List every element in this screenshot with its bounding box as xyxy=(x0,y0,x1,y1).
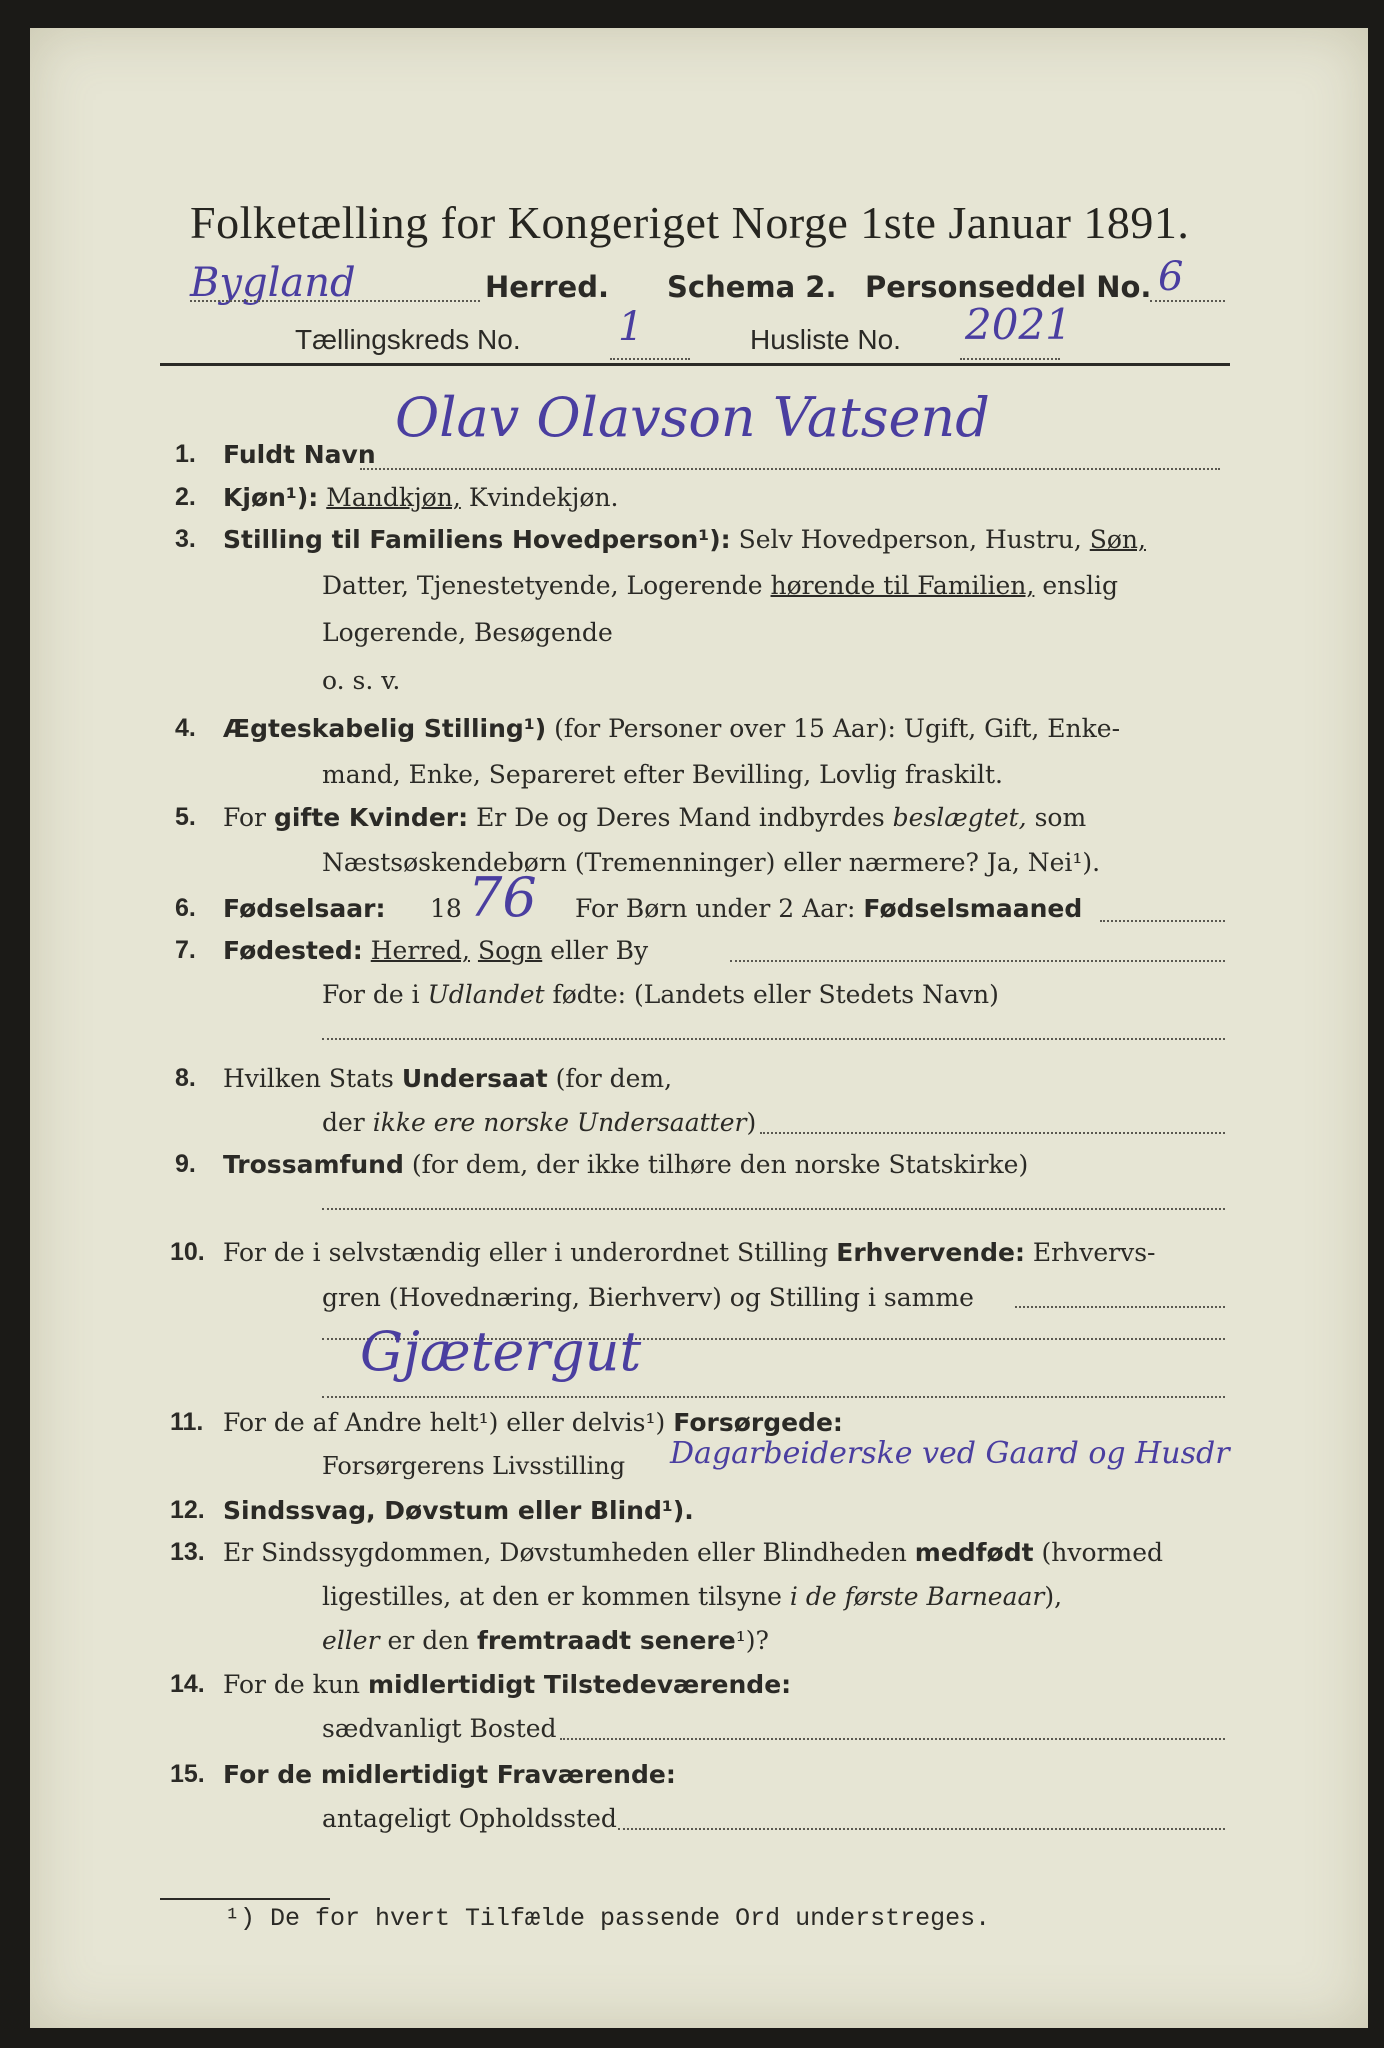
herred-dotted-line xyxy=(190,300,480,302)
field-4-line-1 xyxy=(223,714,1120,743)
field-6-child-line xyxy=(575,894,1082,923)
citizenship-der: der xyxy=(322,1108,365,1137)
family-position-son: Søn, xyxy=(1089,525,1146,554)
birthplace-dotted-line xyxy=(730,960,1225,962)
field-11-number: 11. xyxy=(170,1408,204,1436)
birth-month-label: Fødselsmaaned xyxy=(863,894,1083,923)
full-name-dotted-line xyxy=(360,468,1220,470)
congenital-close: ), xyxy=(1044,1582,1063,1611)
supported-label: Forsørgede: xyxy=(673,1408,843,1437)
supported-prefix: For de af Andre helt¹) eller delvis¹) xyxy=(223,1408,666,1437)
field-8-number: 8. xyxy=(175,1064,196,1092)
married-women-related: beslægtet, xyxy=(892,803,1027,832)
family-position-single: enslig xyxy=(1042,571,1119,600)
field-2-line xyxy=(223,483,619,512)
married-women-prefix: For xyxy=(223,803,266,832)
herred-label: Herred. xyxy=(485,270,609,304)
infant-label: For Børn under 2 Aar: xyxy=(575,894,856,923)
citizenship-prefix: Hvilken Stats xyxy=(223,1064,394,1093)
husliste-label: Husliste No. xyxy=(750,324,901,355)
marital-status-options-1: (for Personer over 15 Aar): Ugift, Gift, Enke- xyxy=(554,714,1121,743)
family-position-options-1: Selv Hovedperson, Hustru, xyxy=(738,525,1082,554)
field-8-line-1 xyxy=(223,1064,672,1093)
kreds-label: Tællingskreds No. xyxy=(295,324,521,355)
field-5-number: 5. xyxy=(175,803,196,831)
husliste-dotted-line xyxy=(960,358,1060,360)
personseddel-label: Personseddel No. xyxy=(865,270,1152,304)
citizenship-label: Undersaat xyxy=(401,1064,548,1093)
field-5-line-2: Næstsøskendebørn (Tremenninger) eller nærmere? Ja, Nei¹). xyxy=(322,848,1101,877)
field-10-line-2: gren (Hovednæring, Bierhverv) og Stilling i samme xyxy=(322,1283,974,1312)
birth-year-prefix: 18 xyxy=(430,894,462,923)
probable-residence-dotted-line xyxy=(618,1828,1225,1830)
sex-option-male: Mandkjøn, xyxy=(326,483,461,512)
field-13-line-1 xyxy=(223,1538,1163,1567)
header-rule xyxy=(160,363,1230,366)
field-15-number: 15. xyxy=(170,1760,205,1788)
kreds-value: 1 xyxy=(618,304,644,350)
field-12-number: 12. xyxy=(170,1496,205,1524)
abroad-prefix: For de i xyxy=(322,980,420,1009)
later-label: fremtraadt senere xyxy=(477,1626,736,1655)
congenital-question: Er Sindssygdommen, Døvstumheden eller Blindheden xyxy=(223,1538,907,1567)
field-4-number: 4. xyxy=(175,714,196,742)
occupation-prefix: For de i selvstændig eller i underordnet Stilling xyxy=(223,1238,829,1267)
field-3-line-2 xyxy=(322,571,1118,600)
field-8-line-2 xyxy=(322,1108,756,1137)
occupation-value: Gjætergut xyxy=(360,1320,642,1383)
husliste-value: 2021 xyxy=(965,300,1072,349)
field-3-line-1 xyxy=(223,525,1146,554)
birth-year-value: 76 xyxy=(468,866,537,929)
temporary-absent-label: For de midlertidigt Fraværende: xyxy=(223,1760,676,1789)
personseddel-dotted-line xyxy=(1150,300,1225,302)
abroad-question: fødte: (Landets eller Stedets Navn) xyxy=(552,980,999,1009)
citizenship-dotted-line xyxy=(760,1132,1225,1134)
sex-label: Kjøn¹): xyxy=(223,483,319,512)
temporary-present-prefix: For de kun xyxy=(223,1670,361,1699)
religion-dotted-line xyxy=(322,1208,1225,1210)
birth-year-label: Fødselsaar: xyxy=(223,894,386,923)
congenital-line-2: ligestilles, at den er kommen tilsyne xyxy=(322,1582,782,1611)
herred-value: Bygland xyxy=(190,260,356,306)
marital-status-label: Ægteskabelig Stilling¹) xyxy=(223,714,547,743)
usual-residence-dotted-line xyxy=(560,1738,1225,1740)
citizenship-close: ) xyxy=(746,1108,757,1137)
probable-residence-label: antageligt Opholdssted xyxy=(322,1804,617,1833)
field-3-number: 3. xyxy=(175,525,196,553)
field-3-line-4: o. s. v. xyxy=(322,666,401,695)
full-name-value: Olav Olavson Vatsend xyxy=(395,386,990,449)
field-13-line-2 xyxy=(322,1582,1062,1611)
usual-residence-label: sædvanligt Bosted xyxy=(322,1714,557,1743)
field-10-line-1 xyxy=(223,1238,1155,1267)
birth-month-dotted-line xyxy=(1100,920,1225,922)
congenital-suffix: (hvormed xyxy=(1041,1538,1164,1567)
field-6-number: 6. xyxy=(175,894,196,922)
field-13-line-3 xyxy=(322,1626,769,1655)
later-er-den: er den xyxy=(387,1626,470,1655)
congenital-childhood: i de første Barneaar xyxy=(789,1582,1045,1611)
field-7-line-2 xyxy=(322,980,999,1009)
field-7-number: 7. xyxy=(175,936,196,964)
schema-label: Schema 2. xyxy=(667,270,837,304)
disability-label: Sindssvag, Døvstum eller Blind¹). xyxy=(223,1496,694,1525)
later-suffix: ¹)? xyxy=(735,1626,769,1655)
married-women-som: som xyxy=(1034,803,1087,832)
kreds-dotted-line xyxy=(610,358,690,360)
birthplace-sogn: Sogn xyxy=(477,936,543,965)
footnote: ¹) De for hvert Tilfælde passende Ord understreges. xyxy=(225,1904,991,1933)
field-9-line xyxy=(223,1150,1028,1179)
field-14-line-1 xyxy=(223,1670,791,1699)
field-1-label: Fuldt Navn xyxy=(223,440,376,469)
birthplace-herred: Herred, xyxy=(370,936,470,965)
temporary-present-label: midlertidigt Tilstedeværende: xyxy=(367,1670,792,1699)
field-11-line-1 xyxy=(223,1408,843,1437)
family-position-options-2: Datter, Tjenestetyende, Logerende xyxy=(322,571,763,600)
occupation-suffix: Erhvervs- xyxy=(1032,1238,1156,1267)
supporter-occupation-value: Dagarbeiderske ved Gaard og Husdr xyxy=(670,1436,1230,1471)
later-eller: eller xyxy=(322,1626,380,1655)
religion-question: (for dem, der ikke tilhøre den norske Statskirke) xyxy=(411,1150,1029,1179)
occupation-dotted-line-3 xyxy=(322,1396,1225,1398)
citizenship-suffix: (for dem, xyxy=(555,1064,673,1093)
field-14-number: 14. xyxy=(170,1670,205,1698)
field-2-number: 2. xyxy=(175,483,196,511)
field-11-line-2: Forsørgerens Livsstilling xyxy=(322,1452,626,1480)
field-9-number: 9. xyxy=(175,1150,196,1178)
field-7-line-1 xyxy=(223,936,648,965)
occupation-dotted-line-1 xyxy=(1015,1306,1225,1308)
field-4-line-2: mand, Enke, Separeret efter Bevilling, Lovlig fraskilt. xyxy=(322,760,1003,789)
form-title: Folketælling for Kongeriget Norge 1ste Januar 1891. xyxy=(190,197,1190,248)
citizenship-foreign: ikke ere norske Undersaatter xyxy=(372,1108,747,1137)
birthplace-label: Fødested: xyxy=(223,936,363,965)
congenital-label: medfødt xyxy=(914,1538,1034,1567)
abroad-word: Udlandet xyxy=(427,980,545,1009)
family-position-belonging: hørende til Familien, xyxy=(770,571,1035,600)
census-form-sheet xyxy=(30,28,1368,2028)
field-5-line-1 xyxy=(223,803,1086,832)
abroad-dotted-line xyxy=(322,1038,1225,1040)
married-women-question: Er De og Deres Mand indbyrdes xyxy=(476,803,885,832)
religion-label: Trossamfund xyxy=(223,1150,404,1179)
field-13-number: 13. xyxy=(170,1538,205,1566)
personseddel-value: 6 xyxy=(1158,254,1184,300)
married-women-label: gifte Kvinder: xyxy=(273,803,469,832)
field-10-number: 10. xyxy=(170,1238,205,1266)
field-1-number: 1. xyxy=(175,440,196,468)
occupation-label: Erhvervende: xyxy=(836,1238,1025,1267)
family-position-label: Stilling til Familiens Hovedperson¹): xyxy=(223,525,731,554)
birthplace-by: eller By xyxy=(550,936,649,965)
footnote-rule xyxy=(160,1898,330,1900)
sex-option-female: Kvindekjøn. xyxy=(468,483,619,512)
field-3-line-3: Logerende, Besøgende xyxy=(322,618,613,647)
